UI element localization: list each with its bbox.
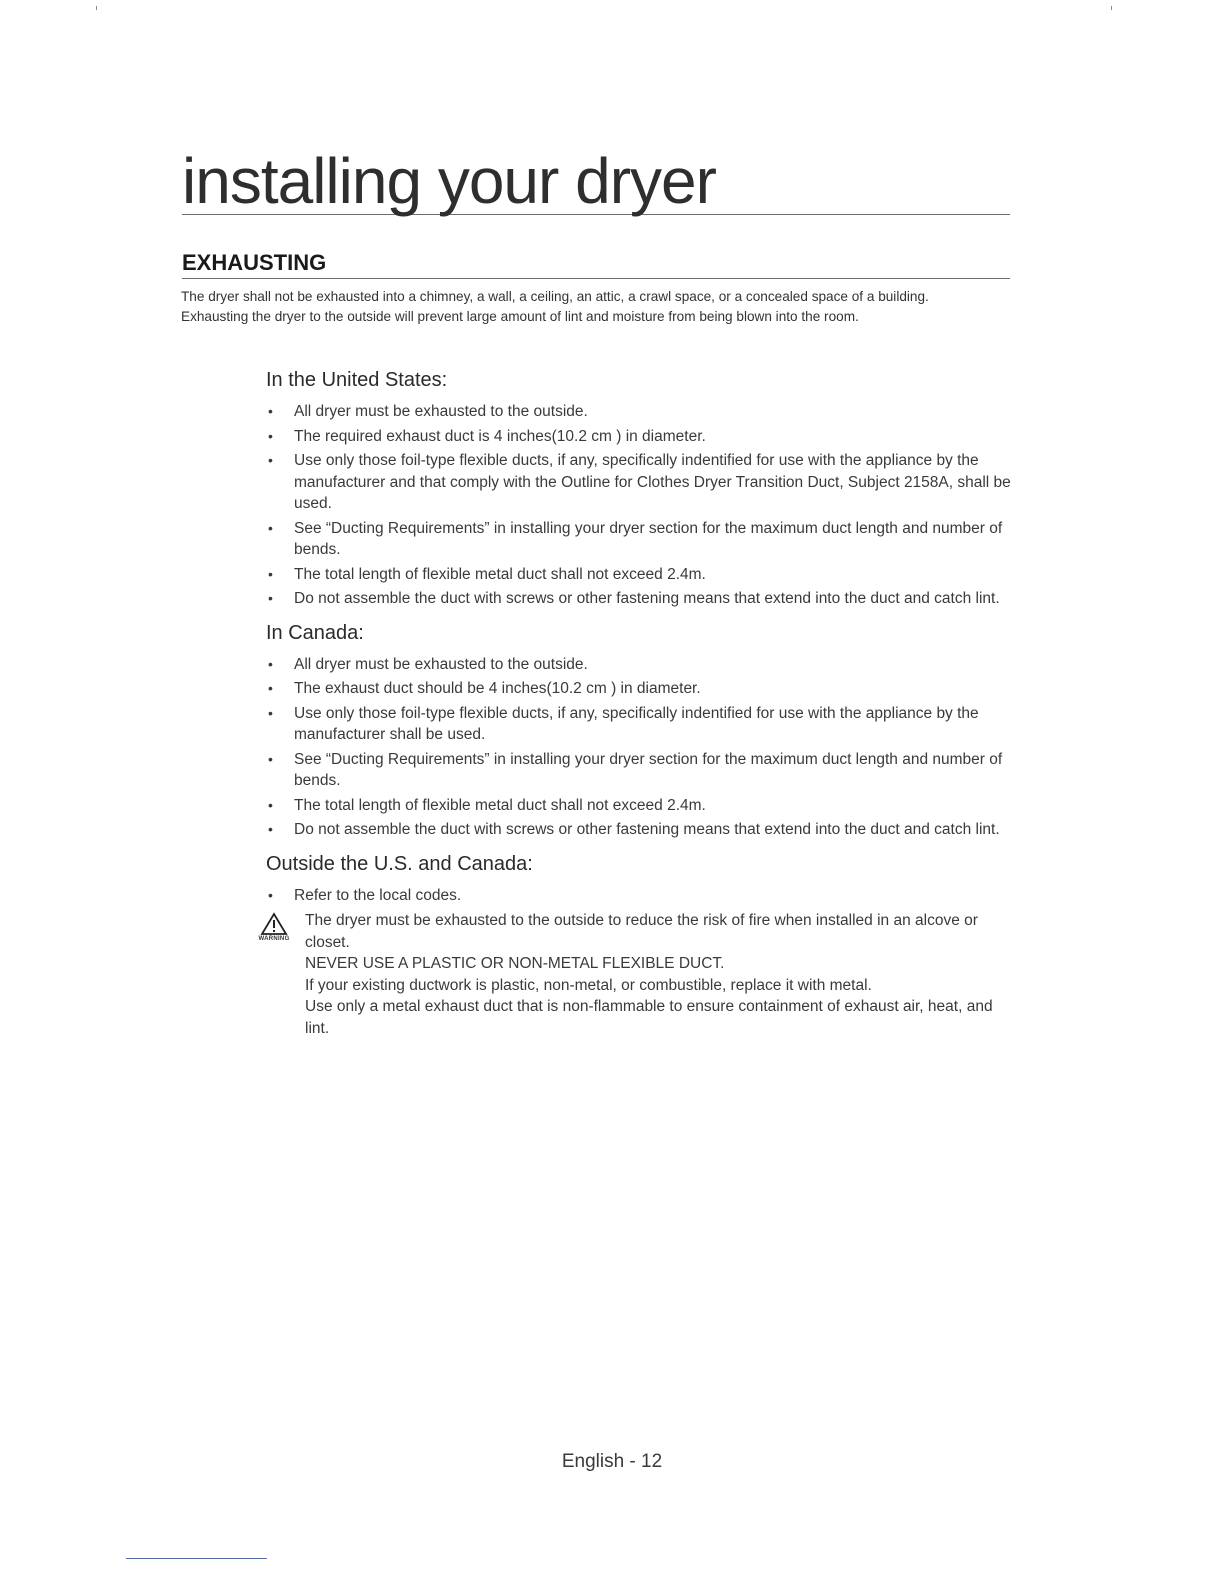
- list-item: [266, 885, 1012, 907]
- bottom-rule: [126, 1558, 267, 1559]
- us-heading: In the United States:: [266, 369, 448, 391]
- outside-list: [266, 885, 1012, 907]
- section-heading: [182, 250, 1010, 279]
- list-item-text: See “Ducting Requirements” in installing your dryer section for the maximum duct length and number of bends.: [294, 519, 1003, 558]
- list-item: [266, 588, 1012, 610]
- us-section: [266, 367, 1012, 610]
- bullet-icon: •: [268, 886, 273, 903]
- intro-paragraph: The dryer shall not be exhausted into a chimney, a wall, a ceiling, an attic, a crawl space, or a concealed space of a building.: [181, 289, 929, 304]
- warning-text: NEVER USE A PLASTIC OR NON-METAL FLEXIBLE DUCT.: [305, 955, 725, 972]
- bullet-icon: •: [268, 750, 273, 767]
- list-item-text: Use only those foil-type flexible ducts, if any, specifically indentified for use with the appliance by the manufacturer and that comply with the Outline for Clothes Dryer Transition Duct, Subject 2158A, shall be used.: [294, 452, 1011, 512]
- bullet-icon: •: [268, 452, 273, 468]
- outside-heading: Outside the U.S. and Canada:: [266, 852, 533, 875]
- bullet-icon: •: [268, 590, 273, 606]
- section-heading-text: EXHAUSTING: [182, 250, 327, 275]
- list-item-text: All dryer must be exhausted to the outside.: [294, 655, 588, 673]
- warning-text: Use only a metal exhaust duct that is non-flammable to ensure containment of exhaust air, heat, and lint.: [305, 998, 993, 1037]
- bullet-icon: •: [268, 427, 273, 444]
- warning-block: [258, 910, 1012, 1039]
- list-item-text: Refer to the local codes.: [294, 886, 462, 904]
- us-list: [266, 401, 1012, 610]
- bullet-icon: •: [268, 403, 273, 419]
- list-item-text: Do not assemble the duct with screws or other fastening means that extend into the duct and catch lint.: [294, 590, 1000, 607]
- bullet-icon: •: [268, 796, 273, 813]
- list-item-text: The required exhaust duct is 4 inches(10.2 cm ) in diameter.: [294, 427, 706, 445]
- list-item-text: Use only those foil-type flexible ducts, if any, specifically indentified for use with the appliance by the manufacturer shall be used.: [294, 704, 979, 743]
- list-item-text: Do not assemble the duct with screws or other fastening means that extend into the duct and catch lint.: [294, 821, 1000, 838]
- exhausting-content: [258, 367, 1012, 1039]
- list-item: [266, 678, 1012, 700]
- warning-triangle-icon: [260, 912, 288, 936]
- canada-list: [266, 654, 1012, 841]
- list-item-text: The total length of flexible metal duct shall not exceed 2.4m.: [294, 796, 706, 814]
- list-item: [266, 518, 1012, 561]
- page-title-text: installing your dryer: [182, 145, 716, 217]
- list-item: [266, 749, 1012, 792]
- bullet-icon: •: [268, 821, 273, 837]
- warning-text: The dryer must be exhausted to the outside to reduce the risk of fire when installed in an alcove or closet.: [305, 912, 978, 951]
- list-item-text: See “Ducting Requirements” in installing your dryer section for the maximum duct length and number of bends.: [294, 750, 1003, 789]
- list-item: [266, 426, 1012, 448]
- warning-badge: [254, 912, 294, 943]
- page-title: [182, 145, 1010, 217]
- list-item: [266, 450, 1012, 515]
- page-footer: English - 12: [561, 1451, 663, 1472]
- intro-text: [181, 287, 1011, 327]
- bullet-icon: •: [268, 655, 273, 672]
- crop-mark-right: [1111, 6, 1112, 10]
- list-item: [266, 564, 1012, 586]
- bullet-icon: •: [268, 680, 273, 696]
- crop-mark-left: [96, 6, 97, 10]
- bullet-icon: •: [268, 565, 273, 582]
- list-item: [266, 819, 1012, 841]
- list-item: [266, 654, 1012, 676]
- canada-section: [266, 620, 1012, 841]
- warning-label: WARNING: [258, 936, 290, 942]
- list-item: [266, 703, 1012, 746]
- intro-paragraph: Exhausting the dryer to the outside will prevent large amount of lint and moisture from being blown into the room.: [181, 309, 859, 324]
- canada-heading: In Canada:: [266, 621, 364, 644]
- list-item-text: The total length of flexible metal duct shall not exceed 2.4m.: [294, 565, 706, 583]
- list-item: [266, 401, 1012, 423]
- bullet-icon: •: [268, 704, 273, 721]
- list-item-text: The exhaust duct should be 4 inches(10.2 cm ) in diameter.: [294, 680, 701, 697]
- list-item-text: All dryer must be exhausted to the outside.: [294, 403, 588, 420]
- outside-section: [266, 851, 1012, 907]
- warning-text: If your existing ductwork is plastic, non-metal, or combustible, replace it with metal.: [305, 976, 872, 994]
- bullet-icon: •: [268, 519, 273, 536]
- list-item: [266, 795, 1012, 817]
